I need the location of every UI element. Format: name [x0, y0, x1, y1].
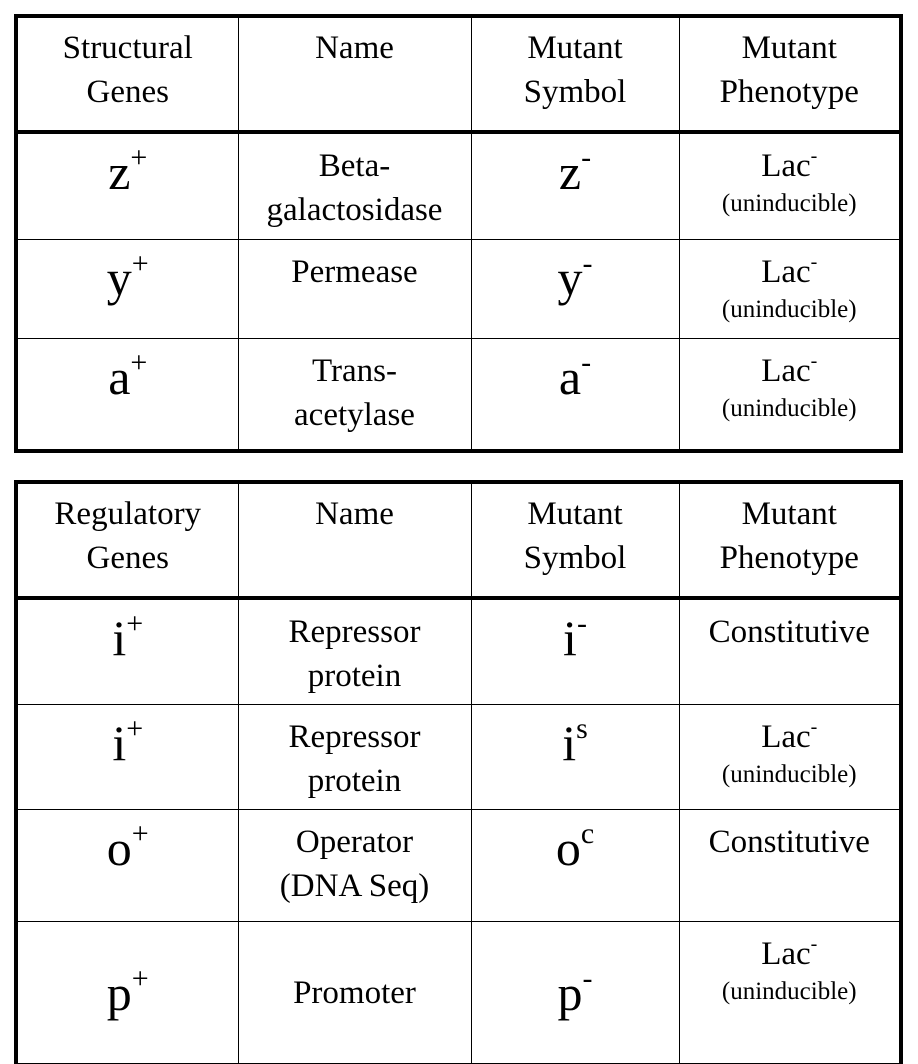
- name-line1: Trans-: [312, 353, 397, 389]
- gene-sup: +: [131, 961, 149, 995]
- header-name: [238, 482, 471, 598]
- gene-name: [238, 810, 471, 922]
- table-header-row: [16, 16, 901, 132]
- mutant-phenotype: [679, 598, 901, 705]
- table-row: [16, 922, 901, 1064]
- gene-symbol: [16, 922, 238, 1064]
- mutant: z: [558, 144, 582, 200]
- phenotype-note: (uninducible): [721, 395, 857, 422]
- col4-line1: Mutant: [741, 496, 837, 532]
- col1-line2: Genes: [86, 74, 169, 110]
- mutant-sup: -: [576, 607, 587, 640]
- mutant-sup: -: [581, 346, 592, 379]
- phenotype: Lac: [761, 719, 811, 755]
- phenotype-sup: -: [810, 933, 818, 955]
- phenotype: Lac: [761, 148, 811, 184]
- col4-line2: Phenotype: [719, 540, 859, 576]
- gene: p: [106, 964, 132, 1021]
- header-name: [238, 16, 471, 132]
- phenotype-sup: -: [810, 350, 818, 372]
- table-row: [16, 339, 901, 452]
- phenotype: Lac: [761, 254, 811, 290]
- gene-symbol: [16, 810, 238, 922]
- gene-name: [238, 132, 471, 240]
- name-line2: acetylase: [294, 397, 415, 433]
- table-row: [16, 810, 901, 922]
- gene-sup: +: [126, 712, 144, 745]
- mutant-phenotype: [679, 922, 901, 1064]
- phenotype-note: (uninducible): [721, 190, 857, 217]
- gene-symbol: [16, 240, 238, 339]
- mutant: a: [558, 349, 582, 405]
- mutant: o: [555, 820, 581, 876]
- mutant-symbol: [471, 598, 679, 705]
- mutant-sup: -: [582, 961, 593, 995]
- name-line1: Operator: [295, 824, 414, 860]
- phenotype-note: (uninducible): [721, 761, 857, 788]
- mutant-symbol: [471, 240, 679, 339]
- gene-symbol: [16, 598, 238, 705]
- gene-symbol: [16, 705, 238, 810]
- name-line1: Beta-: [318, 148, 391, 184]
- structural-genes-table: [14, 14, 903, 453]
- mutant-sup: -: [581, 141, 592, 174]
- col3-line1: Mutant: [527, 496, 623, 532]
- mutant-sup: s: [576, 712, 588, 745]
- header-structural-genes: [16, 16, 238, 132]
- gene-sup: +: [131, 247, 149, 280]
- mutant: p: [557, 964, 583, 1021]
- col2: Name: [315, 30, 394, 66]
- phenotype-note: (uninducible): [721, 296, 857, 323]
- gene-name: [238, 598, 471, 705]
- gene: y: [106, 250, 132, 306]
- phenotype-sup: -: [810, 145, 818, 167]
- mutant-phenotype: [679, 240, 901, 339]
- col3-line1: Mutant: [527, 30, 623, 66]
- mutant: i: [562, 715, 577, 771]
- name-line1: Repressor: [288, 719, 421, 755]
- mutant-symbol: [471, 922, 679, 1064]
- mutant-symbol: [471, 132, 679, 240]
- gene: o: [106, 820, 132, 876]
- gene: i: [112, 715, 127, 771]
- gene-name: [238, 240, 471, 339]
- phenotype: Lac: [761, 936, 811, 972]
- name-line2: protein: [307, 658, 402, 694]
- gene: i: [112, 610, 127, 666]
- header-mutant-symbol: [471, 16, 679, 132]
- table-header-row: [16, 482, 901, 598]
- col1-line1: Structural: [62, 30, 193, 66]
- col2: Name: [315, 496, 394, 532]
- header-mutant-phenotype: [679, 16, 901, 132]
- mutant-sup: c: [580, 817, 595, 850]
- col1-line2: Genes: [86, 540, 169, 576]
- mutant-phenotype: [679, 339, 901, 452]
- name-line1: Promoter: [293, 974, 416, 1011]
- mutant-phenotype: [679, 810, 901, 922]
- gene-sup: +: [130, 346, 148, 379]
- gene-name: [238, 339, 471, 452]
- phenotype: Constitutive: [708, 614, 870, 650]
- col4-line2: Phenotype: [719, 74, 859, 110]
- header-mutant-phenotype: [679, 482, 901, 598]
- mutant-phenotype: [679, 132, 901, 240]
- gene-sup: +: [131, 817, 149, 850]
- name-line1: Repressor: [288, 614, 421, 650]
- phenotype-note: (uninducible): [721, 978, 857, 1005]
- gene: z: [108, 144, 131, 200]
- mutant-phenotype: [679, 705, 901, 810]
- regulatory-genes-table: [14, 480, 903, 1064]
- header-mutant-symbol: [471, 482, 679, 598]
- table-row: [16, 598, 901, 705]
- mutant: i: [563, 610, 577, 666]
- mutant: y: [557, 250, 583, 306]
- col1-line1: Regulatory: [54, 496, 202, 532]
- gene: a: [108, 349, 131, 405]
- table-row: [16, 132, 901, 240]
- phenotype-sup: -: [810, 251, 818, 273]
- col3-line2: Symbol: [523, 540, 627, 576]
- gene-name: [238, 705, 471, 810]
- gene-symbol: [16, 132, 238, 240]
- col4-line1: Mutant: [741, 30, 837, 66]
- phenotype: Constitutive: [708, 824, 870, 860]
- header-regulatory-genes: [16, 482, 238, 598]
- mutant-symbol: [471, 339, 679, 452]
- phenotype-sup: -: [810, 716, 818, 738]
- mutant-symbol: [471, 810, 679, 922]
- name-line1: Permease: [291, 254, 418, 290]
- name-line2: galactosidase: [266, 192, 443, 228]
- mutant-symbol: [471, 705, 679, 810]
- gene-name: [238, 922, 471, 1064]
- name-line2: (DNA Seq): [279, 868, 430, 904]
- col3-line2: Symbol: [523, 74, 627, 110]
- table-row: [16, 240, 901, 339]
- gene-sup: +: [130, 141, 148, 174]
- gene-sup: +: [126, 607, 144, 640]
- mutant-sup: -: [582, 247, 593, 280]
- name-line2: protein: [307, 763, 402, 799]
- phenotype: Lac: [761, 353, 811, 389]
- table-row: [16, 705, 901, 810]
- gene-symbol: [16, 339, 238, 452]
